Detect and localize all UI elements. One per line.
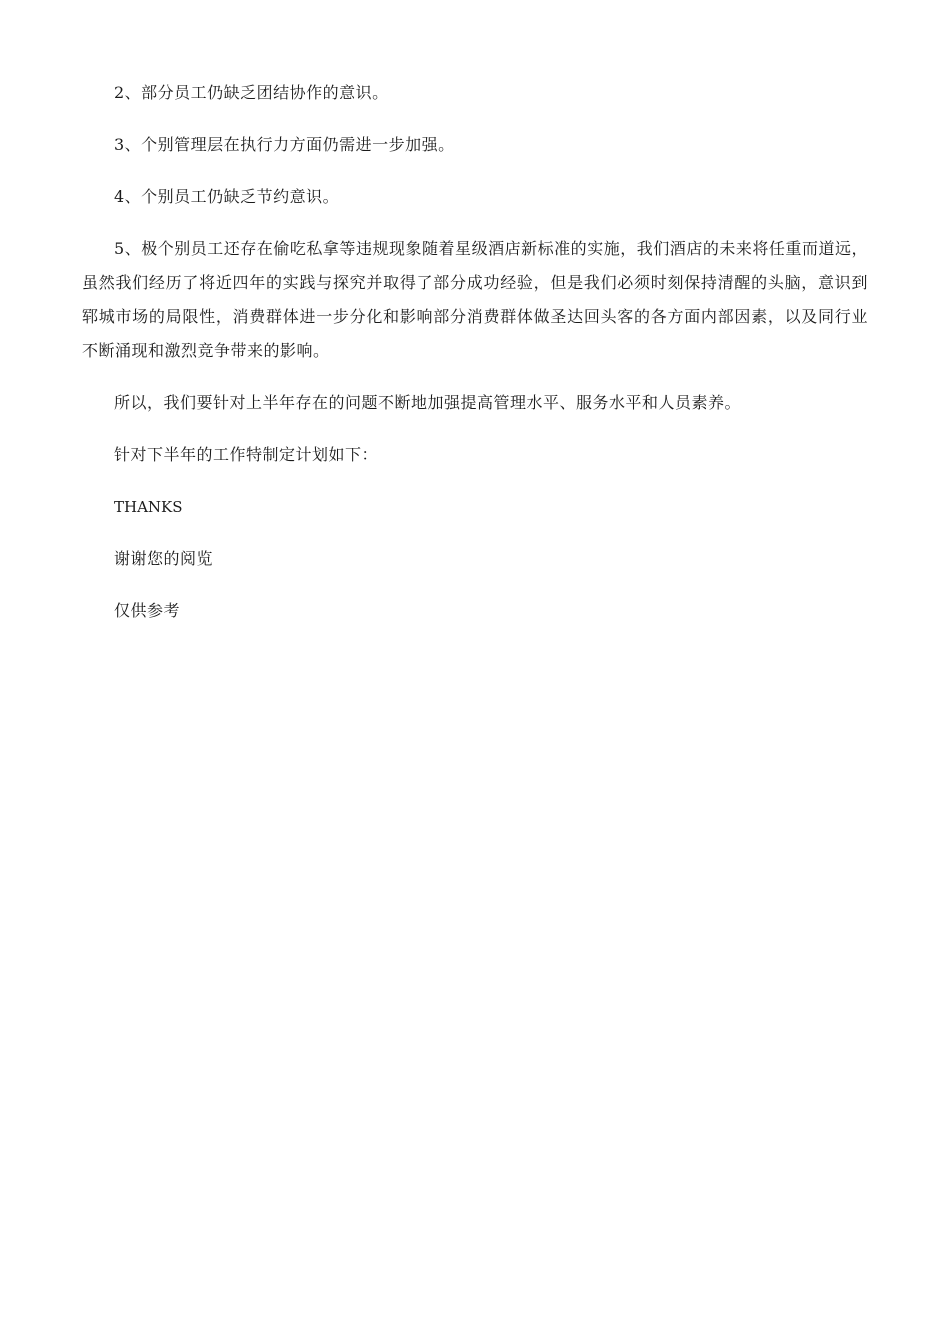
paragraph-item-3: 3、个别管理层在执行力方面仍需进一步加强。 (114, 135, 455, 154)
document-page (82, 76, 868, 628)
thanks-text: THANKS (114, 498, 183, 516)
reference-only-text: 仅供参考 (114, 601, 181, 620)
thanks-reading-text: 谢谢您的阅览 (114, 549, 214, 568)
paragraph-item-2: 2、部分员工仍缺乏团结协作的意识。 (114, 83, 389, 102)
paragraph-item-4: 4、个别员工仍缺乏节约意识。 (114, 187, 340, 206)
paragraph-summary: 所以，我们要针对上半年存在的问题不断地加强提高管理水平、服务水平和人员素养。 (114, 393, 742, 412)
paragraph-item-5: 5、极个别员工还存在偷吃私拿等违规现象随着星级酒店新标准的实施，我们酒店的未来将任重而道远，虽然我们经历了将近四年的实践与探究并取得了部分成功经验，但是我们必须时刻保持清醒的头脑，意识到郓城市场的局限性，消费群体进一步分化和影响部分消费群体做圣达回头客的各方面内部因素，以及同行业不断涌现和激烈竞争带来的影响。 (82, 239, 868, 360)
paragraph-plan-intro: 针对下半年的工作特制定计划如下： (114, 445, 379, 464)
